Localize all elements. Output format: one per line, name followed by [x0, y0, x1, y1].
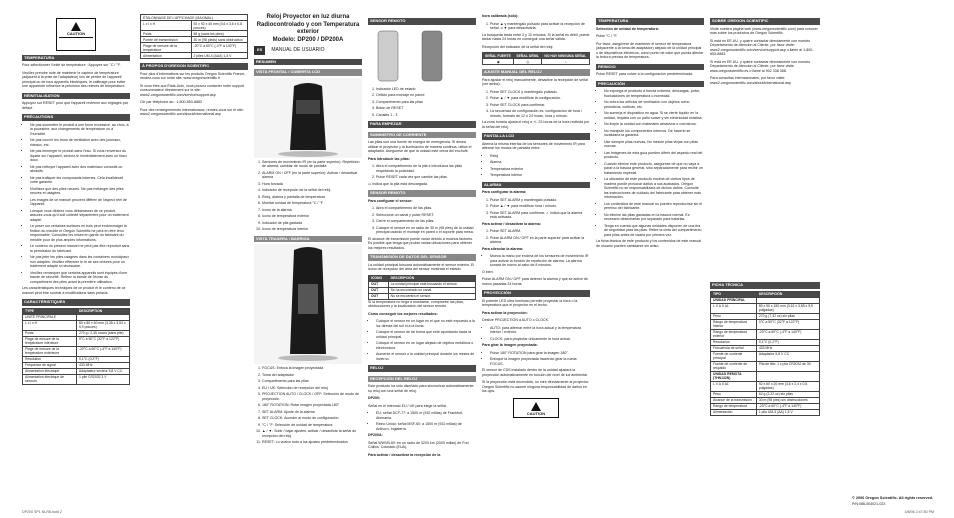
list-item: • No exponga el producto a fuerza extrema, descargas, polvo, fluctuaciones de temperatura o humedad.	[604, 89, 704, 98]
clock-front-illustration	[254, 78, 362, 158]
sensor-diagram-row	[368, 27, 476, 87]
list-item: • La ubicación de este producto encima de ciertos tipos de madera puede provocar daños a sus acabados. Oregon Scientific no se responsabilizará de dichos daños. Consulte las instrucciones de cuidado del fabricante para obtener más información.	[604, 177, 704, 200]
list-item: • Cuando elimine este producto, asegúrese de que no vaya a parar a la basura general, sino separadamente para recibir un tratamiento especial.	[604, 162, 704, 176]
list-item: 10. Icono de temperatura interior	[262, 227, 362, 232]
sensor-back-illustration	[412, 27, 452, 87]
section-header-alarma: ALARMA	[482, 182, 590, 189]
section-header-caracteristiques: CARACTÉRISTIQUES	[22, 299, 130, 306]
specs-table-remote	[140, 14, 248, 59]
table-row	[483, 59, 590, 65]
ajuste-list	[482, 90, 590, 119]
warning-icon	[71, 22, 81, 31]
section-header-reloj: RELOJ	[368, 365, 476, 372]
list-item: • EU: señal DCF-77: a 1500 m (932 millas) de Frankfurt, Alemania.	[376, 411, 476, 420]
table-row: Plage de mesure de la température extérieure -20°C à 60°C (-4°F à 140°F)	[23, 346, 130, 356]
list-item: • Ne pas trafiquer les composants internes. Cela invaliderait votre garantie.	[30, 176, 130, 185]
table-row: Alimentation 2 piles UM-4 (AAA) 1,5 V	[141, 53, 248, 59]
proyeccion-list	[482, 326, 590, 342]
subheading: Para activar / desactivar la recepción de la	[368, 452, 441, 457]
list-item: • Coloque el sensor de tal forma que esté apuntando hacia la unidad principal.	[376, 330, 476, 339]
list-item: • Las imágenes de esta guía pueden diferir del aspecto real del producto.	[604, 151, 704, 160]
list-item: • Enfoque la imagen proyectada haciendo girar la rueda FOCUS.	[490, 357, 590, 366]
list-item: 2. Pulse ▲ / ▼ para modificar hora / minuto.	[490, 204, 590, 209]
list-item: 8. Icono de temperatura exterior	[262, 214, 362, 219]
list-item: 4. Indicador de recepción de la señal del reloj	[262, 188, 362, 193]
section-header-reinit: RÉINITIALISATION	[22, 93, 130, 100]
section-header-ficha: FICHA TÉCNICA	[710, 282, 820, 289]
caution-label: CAUTION	[513, 398, 559, 419]
hora-list	[482, 22, 590, 31]
section-header-temperatura: TEMPERATURA	[596, 18, 704, 25]
list-item: • No sumerja el dispositivo en agua. Si se vierte líquido en la unidad, límpiela con un paño suave y sin electricidad estática.	[604, 111, 704, 120]
list-item: 11. RESET: Lo vuelve todo a los ajustes predeterminados	[262, 440, 362, 445]
paragraph: OU par téléphone au : 1-800-853-8883	[140, 100, 202, 104]
signal-weak-icon: ◎	[514, 59, 542, 65]
subheading: Cómo conseguir los mejores resultados:	[368, 311, 438, 316]
column-6	[596, 14, 704, 251]
list-item: • Ne pas soumettre le produit à une force excessive, au choc, à la poussière, aux changements de température ou à l'humidité.	[30, 123, 130, 137]
list-item: 7. Icono de la alarma	[262, 208, 362, 213]
list-item: 2. ALARM ON / OFF (en la parte superior): Activar / desactivar alarma	[262, 171, 362, 180]
caution-label: CAUTION	[56, 18, 96, 51]
paragraph: Si está en EE.UU. y quiere contactar directamente con nuestro Departamento de Atención al Cliente, por favor visite www.oregonscientific.es o llame al 902 338 368.	[710, 59, 811, 73]
list-item: • N'utilisez que des piles neuves. Ne pas mélanger des piles neuves et usagées.	[30, 187, 130, 196]
list-item: • Les images de ce manuel peuvent différer de l'aspect réel de l'appareil.	[30, 198, 130, 207]
list-item: • Ne pas jeter les piles usagées dans les containers municipaux non adaptés. Veuillez effectuer le tri de ses ordures pour un traitement adapté si nécessaire.	[30, 255, 130, 269]
subheading: Para silenciar la alarma:	[482, 246, 524, 251]
list-item: • Use siempre pilas nuevas. No mezcle pilas viejas con pilas nuevas.	[604, 140, 704, 149]
list-item: • Lorsque vous désirez vous débarrasser de ce produit, assurez-vous qu'il soit collecté séparément pour un traitement adapté.	[30, 209, 130, 223]
list-item: 1. Pulse ▲ y manténgalo pulsado para activar la recepción de señal, o ▼ para desactivarla.	[490, 22, 590, 31]
paragraph: Pulse RESET para volver a la configuración predeterminada.	[596, 72, 694, 76]
list-item: 2. Seleccione un canal y pulse RESET.	[376, 213, 476, 218]
list-item: • Mueva la mano por encima de los sensores de movimiento IR para activar la función de repetición de alarma. La alarma sonará de nuevo al cabo de 8 minutos.	[490, 254, 590, 268]
column-4	[368, 14, 476, 460]
list-item: • Tenga en cuenta que algunas unidades disponen de una tira de seguridad para las pilas. Retire la cinta del compartimento para pilas antes de usarla por primera vez.	[604, 224, 704, 238]
list-item: • Reloj	[490, 154, 590, 159]
alarma-list	[482, 198, 590, 220]
subheading: DP200A:	[368, 433, 383, 437]
list-item: 1. Pulse SET ALARM.	[490, 229, 590, 234]
precautions-list	[596, 89, 704, 237]
column-3	[254, 14, 362, 447]
list-item: 7. SET ALARM: Ajuste de la alarma	[262, 410, 362, 415]
section-header-sobre: SOBRE OREGON SCIENTIFIC	[710, 18, 820, 25]
paragraph: Pour des renseignements internationaux, rendez-vous sur le site: www2.oregonscientific.com/about/international.asp	[140, 107, 244, 116]
list-item: 8. SET CLOCK: Acceder al modo de configuración	[262, 416, 362, 421]
list-item: • Le contenu du présent manuel ne peut pas être reproduit sans la permission du fabricant.	[30, 244, 130, 253]
paragraph: Señal en el intervalo EU / UK para elegir la señal.	[368, 403, 447, 408]
paragraph: Pour sélectionner l'unité de température : Appuyez sur °C / °F.	[22, 63, 121, 68]
paragraph: O bien:	[482, 269, 494, 274]
table-row: Fréquence de signal 433 MHz	[23, 362, 130, 368]
list-item: • Pulse 180° ROTATION para girar la imagen 180°.	[490, 351, 590, 356]
note: Por favor, asegúrese de mantener el sensor de temperatura (adyacente a la toma del adaptador) alejado de la unidad principal o de dispositivos eléctricos, como punto de calor que pueda afectar la lectura precisa de temperatura.	[596, 41, 704, 59]
list-item: 9. Indicador de pila gastada	[262, 221, 362, 226]
section-header-transmision: TRANSMISIÓN DE DATOS DEL SENSOR	[368, 254, 476, 261]
list-item: 2. Toma del adaptador	[262, 373, 362, 378]
paragraph: Pour plus d'informations sur les produits Oregon Scientific France, rendez-vous sur notre site: www.oregonscientific.fr	[140, 71, 246, 80]
list-item: • No manipule los componentes internos. De hacerlo se invalidaría la garantía.	[604, 129, 704, 138]
back-view-diagram	[254, 244, 362, 364]
table-row: L x l x H 92 x 92 x 40 mm (3,6 x 3,6 x 0,8 pouces)	[141, 21, 248, 31]
paragraph: Para consultas internacionales, por favor visite: www2.oregonscientific.com/about/international.asp	[710, 76, 791, 85]
list-item: 3. Compartimento para las pilas	[376, 100, 476, 105]
table-row: UNIDAD PRINCIPAL	[711, 297, 820, 303]
sensor-front-illustration	[368, 27, 408, 87]
signal-strong-icon: ◉	[483, 59, 514, 65]
paragraph: Este producto ha sido diseñado para sincronizar automáticamente su reloj con una señal de reloj.	[368, 384, 474, 393]
section-header-proyeccion: PROYECCIÓN	[482, 290, 590, 297]
list-item: 1. FOCUS: Enfoca la imagen proyectada	[262, 366, 362, 371]
table-row: Poids 270 g / 2,35 onces (sans pile)	[23, 330, 130, 336]
note: La ficha técnica de este producto y los contenidos de este manual de usuario pueden cambiarse sin aviso.	[596, 239, 702, 248]
paragraph: Si está en EE.UU. y quiere contactar directamente con nuestro Departamento de Atención al Cliente, por favor visite: www2.oregonscientific.com/service/support.asp o llame al 1-800-853-8883.	[710, 38, 814, 56]
section-header-resumen: RESUMEN	[254, 59, 362, 66]
section-header-pantalla: PANTALLA LCD	[482, 133, 590, 140]
table-row: Frecuencia de señal 433 MHz	[711, 345, 820, 351]
section-header-sensor-remoto: SENSOR REMOTO	[368, 190, 476, 197]
section-header-sensor: SENSOR REMOTO	[368, 18, 476, 25]
note: Veuillez prendre note de maintenir le capteur de température (adjacent à la prise de l'adaptateur) loin de perdre de l'appareil principal ou de tous appareils électriques, le calibrage pour éviter une apparente influence la précision des relevés de température.	[22, 70, 126, 89]
table-row: OUT La unidad principal está buscando el sensor.	[369, 281, 476, 287]
manual-subtitle: MANUAL DE USUARIO	[271, 47, 325, 53]
front-view-diagram	[254, 78, 362, 158]
list-item: 6. Mostrar unidad de temperatura °C / °F	[262, 201, 362, 206]
table-row: ÉTALONNAGE DE L'AFFICHAGE (MAXIMAL)	[141, 15, 248, 21]
list-item: 4. EU / UK: Selección de recepción del reloj	[262, 386, 362, 391]
table-row: Fuente de corriente de respaldo Pila de litio: 1 x pila CR2032 de 3V	[711, 361, 820, 371]
signal-table: SEÑAL FUERTE SEÑAL DÉBIL NO HAY NINGUNA SEÑAL ◉ ◎ ○	[482, 52, 590, 65]
copyright: © 2006 Oregon Scientific. All rights reserved.	[852, 496, 934, 500]
list-item: 5. PROJECTION AUTO / CLOCK / OFF: Selección de modo de proyección	[262, 392, 362, 401]
list-item: 10. ▲ / ▼: Subir / bajar ajustes; activar / desactivar la señal de recepción del reloj	[262, 429, 362, 438]
table-row: Portée de transmission 30 m (98 pieds) sans obstruction	[141, 37, 248, 43]
table-row: Rango de temperatura -20°C a 60°C (-4°F a 140°F)	[711, 403, 820, 409]
back-items-list	[254, 366, 362, 445]
table-row: L X A X AL 92 x 60 x 20 mm (3,6 x 2,4 x 0,8 pulgadas)	[711, 381, 820, 391]
list-item: 5. Reloj, alarma y pantalla de temperatura	[262, 195, 362, 200]
list-item: 3. Pulse SET ALARM para confirmar. ✓ indica que la alarma está activada.	[490, 211, 590, 220]
alarma-list-2	[482, 229, 590, 245]
paragraph: Appuyez sur RESET pour que l'appareil revienne aux réglages par défaut.	[22, 101, 128, 110]
table-row: Rango de temperatura interior 0°C a 50°C (32°F a 122°F)	[711, 319, 820, 329]
footer-right: 4/8/06 2:47:50 PM	[904, 510, 934, 514]
section-header-about: À PROPOS D'OREGON SCIENTIFIC	[140, 63, 248, 70]
battery-note: ▭ Indica que la pila está descargada.	[368, 181, 428, 186]
table-row: Alimentation électrique Adaptateur secteur 5,8 V CC	[23, 368, 130, 374]
subheading: Para girar la imagen proyectada:	[482, 343, 538, 347]
footer-left: DP200 SP1 NLR8.indd 2	[22, 510, 62, 514]
list-item: 6. 180° ROTATION: Rotar imagen proyectada 180°	[262, 403, 362, 408]
table-row: Alcance de la transmisión 30 m (98 pies) sin obstrucciones	[711, 397, 820, 403]
table-row: OUT Se ha encontrado un canal.	[369, 287, 476, 293]
section-header-empezar: PARA EMPEZAR	[368, 121, 476, 128]
spacer	[710, 88, 820, 278]
list-item: 1. Pulse SET CLOCK y manténgalo pulsado.	[490, 90, 590, 95]
table-row: Poids 58 g (sans les piles)	[141, 31, 248, 37]
section-header-precautions: PRÉCAUTIONS	[22, 114, 130, 121]
subheading: Para activar la proyección:	[482, 310, 528, 315]
subheading: Para activar / desactivar la alarma:	[482, 221, 541, 226]
girar-list	[482, 351, 590, 367]
precautions-list	[22, 123, 130, 285]
table-row: OUT No se encuentra el sensor.	[369, 293, 476, 299]
list-item: • No elimine las pilas gastadas en la basura normal. Es necesario desecharlas por separado para tratarlas.	[604, 213, 704, 222]
paragraph: Señal WWVB-60: en un radio de 3200 km (2000 millas) de Fort Collins, Colorado (EUA).	[368, 440, 469, 449]
list-item: • Temperatura interior	[490, 173, 590, 178]
table-row: Alimentation électrique de secours 1 pile CR2032 3 V	[23, 374, 130, 384]
subheading: Para configurar el sensor:	[368, 198, 413, 203]
signal-none-icon: ○	[542, 59, 590, 65]
list-item: 4. La secuencia de configuración es: configuración de hora / minuto, formato de 12 ó 24 horas, hora y minuto.	[490, 109, 590, 118]
front-items-list	[254, 160, 362, 232]
subheading: Para introducir las pilas:	[368, 156, 410, 161]
list-item: • Los contenidos de este manual no pueden reproducirse sin el permiso del fabricante.	[604, 202, 704, 211]
list-item: 2. Pulse ALARM ON / OFF en la parte superior para activar la alarma.	[490, 236, 590, 245]
list-item: 2. Orificio para montaje en pared	[376, 93, 476, 98]
list-item: • Ne pas nettoyer l'appareil avec des matériaux corrosifs ou abrasifs.	[30, 165, 130, 174]
table-row: Rango de temperatura exterior -20°C a 60°C (-4°F a 140°F)	[711, 329, 820, 339]
list-item: • No cubra los orificios de ventilación con objetos como periódicos, cortinas, etc.	[604, 100, 704, 109]
table-row: Peso 270 g (7,32 oz) sin pilas	[711, 313, 820, 319]
section-header-front-view: VISTA FRONTAL / CUBIERTA LCD	[254, 69, 362, 76]
list-item: 1. Abra el compartimento de las pilas.	[376, 206, 476, 211]
list-item: • Aumente el sensor o la unidad principal durante los meses de invierno.	[376, 352, 476, 361]
icon-table: ICONO DESCRIPCIÓN OUT La unidad principal está buscando el sensor. OUT Se ha encontrado un canal. OUT No se encuentra el sensor.	[368, 275, 476, 300]
section-header-ajuste: AJUSTE MANUAL DEL RELOJ	[482, 69, 590, 76]
column-2	[140, 14, 248, 120]
paragraph: Pulse °C / °F.	[596, 34, 618, 38]
section-header-recepcion: RECEPCIÓN DEL RELOJ	[368, 376, 476, 383]
list-item: • Ne pas couvrir les trous de ventilation avec des journaux, rideaux, etc.	[30, 138, 130, 147]
silencio-list	[482, 254, 590, 268]
list-item: • Veuillez remarquer que certains appareils sont équipés d'une bande de sécurité. Retirez la bande de l'écran du compartiment des piles avant la première utilisation.	[30, 271, 130, 285]
list-item: 9. °C / °F: Selección de unidad de temperatura	[262, 423, 362, 428]
table-row: Peso 62 g (2,22 oz) sin pilas	[711, 391, 820, 397]
list-item: • Coloque el sensor en un lugar alejado de objetos metálicos o electrónicos.	[376, 341, 476, 350]
tips-list	[368, 319, 476, 361]
list-item: • Reino Unido: señal MSF-60: a 1500 m (932 millas) de Anthorn, Inglaterra.	[376, 422, 476, 431]
list-item: • AUTO: para alternar entre la hora actual y la temperatura interior / exterior.	[490, 326, 590, 335]
list-item: 2. Pulse ▲ / ▼ para modificar la configuración.	[490, 96, 590, 101]
list-item: 1. Abra el compartimento de la pila e introduzca las pilas respetando la polaridad.	[376, 164, 476, 173]
column-7	[710, 14, 820, 416]
table-row: Fuente de corriente principal Adaptador 5,8 V CC	[711, 351, 820, 361]
dp200-list	[368, 411, 476, 431]
paragraph: Alterna la misma interfaz de los sensores de movimiento IR para alternar los modos de pantalla entre:	[482, 141, 585, 150]
section-header-back-view: VISTA TRASERA / BARRIGA	[254, 236, 362, 243]
pilas-list	[368, 164, 476, 180]
sensor-items-list	[368, 87, 476, 118]
paragraph: Las pilas son una fuente de energía de emergencia. Si desea utilizar el proyector y la iluminación de manera continua, utilice el adaptador. Asegúrese de que la unidad esté cerca del enchufe.	[368, 140, 472, 153]
list-item: • CLOCK: para proyectar únicamente la hora actual.	[490, 337, 590, 342]
specs-table: TYPE DESCRIPTION UNITÉ PRINCIPALE L x l x H 80 x 80 x 60 mm (3,35 x 3,53 x 5,9 pouces) Poids 270 g / 2,35 onces (sans pile) Plage de mesure de la température intérieure 0°C à 50°C (32°F à 122°F) Plage de mesure de la température extérieure -20°C à 60°C (-4°F à 140°F) Résolution 0,1°C (0,2°F) Fréquence de signal 433 MHz Alimentation électrique Adaptateur secteur 5,8 V CC Alimentation électrique de secours 1 pile CR2032 3 V	[22, 308, 130, 385]
caution-text-block	[59, 37, 93, 48]
table-row: UNITÉ PRINCIPALE	[23, 314, 130, 320]
table-row: L x l x H 80 x 80 x 60 mm (3,35 x 3,53 x 5,9 pouces)	[23, 320, 130, 330]
table-row: Résolution 0,1°C (0,2°F)	[23, 356, 130, 362]
paragraph: Pulse ALARM ON / OFF para detener la alarma y que se active de nuevo pasadas 24 horas.	[482, 277, 588, 286]
note: Si la temperatura no llega a mostrarse, compruebe las pilas, obstrucciones y la localización del sensor remoto.	[368, 299, 464, 308]
list-item: 1. Pulse SET ALARM y manténgalo pulsado.	[490, 198, 590, 203]
paragraph: El potente LED ultra luminoso permite proyectar la hora o la temperatura que el proyector en el techo.	[482, 298, 578, 307]
paragraph: La unidad principal buscará automáticamente el sensor exterior. El icono de recepción del área del sensor mostrará el estado:	[368, 262, 475, 271]
warning-icon	[531, 402, 541, 411]
note: La búsqueda tarda entre 2 y 10 minutos. Si la señal es débil, puede tardar hasta 24 horas en conseguir una señal válida.	[482, 32, 590, 41]
table-row: Resolución 0,1°C (0,2°F)	[711, 339, 820, 345]
manual-title: Reloj Proyector en luz diurna Radiocontrolado y con Temperatura exterior Modelo: DP200 / DP200A	[256, 14, 360, 43]
config-list	[368, 206, 476, 235]
list-item: 3. Compartimento para las pilas	[262, 379, 362, 384]
list-item: 4. Coloque el sensor en un radio de 30 m (98 pies) de la unidad principal usando el montaje en pared o el soporte para mesa.	[376, 226, 476, 235]
subheading: DP200:	[368, 396, 381, 400]
manual-subtitle-row	[254, 46, 362, 55]
paragraph: Si vous êtes aux États-Unis, vous pouvez contacter notre support consommateur directement sur le site: www2.oregonscientific.com/service/support.asp	[140, 83, 245, 97]
table-row: Plage de mesure de la température -20°C à 60°C (-4°F à 140°F)	[141, 43, 248, 53]
remark: Les caractéristiques techniques de ce produit et le contenu de ce manuel peut être soumis à modifications sans préavis.	[22, 286, 126, 295]
list-item: • Alarma	[490, 160, 590, 165]
paragraph: Visite nuestra página web (www.oregonscientific.com) para conocer más sobre los productos de Oregon Scientific.	[710, 26, 818, 35]
table-row: L X A X AL 80 x 90 x 150 mm (3,15 x 3,55 x 5,9 pulgadas)	[711, 303, 820, 313]
list-item: 3. Cierre el compartimento de las pilas.	[376, 219, 476, 224]
list-item: 2. Pulse RESET cada vez que cambie las pilas.	[376, 175, 476, 180]
battery-icon: ▭	[368, 181, 373, 186]
paragraph: Deslice PROJECTION a AUTO o CLOCK.	[482, 318, 550, 322]
note: Si la proyección está encendida, no mire directamente al proyector. Oregon Scientific no asume ninguna responsabilidad de daños en los ojos.	[482, 380, 590, 393]
clock-back-illustration	[254, 244, 362, 364]
tech-specs-table: TIPO DESCRIPCIÓN UNIDAD PRINCIPAL L X A X AL 80 x 90 x 150 mm (3,15 x 3,55 x 5,9 pulgadas) Peso 270 g (7,32 oz) sin pilas Rango de temperatura interior 0°C a 50°C (32°F a 122°F) Rango de temperatura exterior -20°C a 60°C (-4°F a 140°F) Resolución 0,1°C (0,2°F) Frecuencia de señal 433 MHz Fuente de corriente principal Adaptador 5,8 V CC Fuente de corriente de respaldo Pila de litio: 1 x pila CR2032 de 3V UNIDAD REMOTA (THN132N) L X A X AL 92 x 60 x 20 mm (3,6 x 2,4 x 0,8 pulgadas) Peso 62 g (2,22 oz) sin pilas Alcance de la transmisión 30 m (98 pies) sin obstrucciones Rango de temperatura -20°C a 60°C (-4°F a 140°F) Alimentación 1 pila UM-3 (AA) 1,5 V	[710, 291, 820, 416]
table-row: Alimentación 1 pila UM-3 (AA) 1,5 V	[711, 409, 820, 415]
table-row: Plage de mesure de la température intérieure 0°C à 50°C (32°F à 122°F)	[23, 336, 130, 346]
list-item: 4. Botón de RESET	[376, 106, 476, 111]
paragraph: Para ajustar el reloj manualmente, desactive la recepción de señal (ver arriba).	[482, 77, 588, 86]
list-item: • Le poser sur certaines surfaces en bois peut endommager la finition du meuble et Oregon Scientific ne peut en être tenu responsable. Consultez les mises en garde du fabricant du meuble pour de plus amples informations.	[30, 224, 130, 242]
list-item: • Temperatura exterior	[490, 167, 590, 172]
column-5	[482, 14, 590, 422]
section-header-reinicio: REINICIO	[596, 64, 704, 71]
list-item: • Ne pas immerger le produit dans l'eau. Si vous renversez du liquide sur l'appareil, séchez-le immédiatement avec un tissu doux.	[30, 149, 130, 163]
list-item: 1. Sensores de movimiento IR (en la parte superior): Repetición de alarma; cambiar de modo de pantalla	[262, 160, 362, 169]
section-header-suministro: SUMINISTRO DE CORRIENTE	[368, 132, 476, 139]
subheading: hora calibrada (sólo):	[482, 14, 519, 18]
part-number: P/N:086-004021-023	[852, 502, 886, 506]
pantalla-list	[482, 154, 590, 178]
language-badge: ES	[254, 46, 265, 55]
list-item: 3. Hora forzada	[262, 182, 362, 187]
list-item: • Coloque el sensor en un lugar en el que no esté expuesto a la luz directa del sol ni a la lluvia.	[376, 319, 476, 328]
note: La zona horaria ajusta el reloj a +/- 23 horas de la hora recibida por la señal del reloj.	[482, 120, 590, 129]
list-item: • No limpie la unidad con materiales abrasivos o corrosivos.	[604, 122, 704, 127]
section-header-temperatura: TEMPERATURA	[22, 55, 130, 62]
subheading: Para configurar la alarma:	[482, 190, 527, 194]
subheading: Selección de unidad de temperatura:	[596, 26, 659, 31]
table-row: UNIDAD REMOTA (THN132N)	[711, 371, 820, 381]
column-1	[22, 14, 130, 385]
list-item: 5. Canales 1 - 3	[376, 113, 476, 118]
list-item: 1. Indicador LED de estado	[376, 87, 476, 92]
note: El sensor de CDS instalado dentro de la unidad ajustará la proyección automáticamente en función del nivel de luz ambiental.	[482, 368, 588, 377]
list-item: 3. Pulse SET CLOCK para confirmar.	[490, 103, 590, 108]
note: El alcance de transmisión puede variar debido a muchos factores. Es posible que tenga que probar varias ubicaciones para obtener los mejores resultados.	[368, 236, 474, 250]
paragraph: Recepción del indicador de la señal del reloj:	[482, 44, 554, 49]
section-header-precaucion: PRECAUCIÓN	[596, 81, 704, 88]
